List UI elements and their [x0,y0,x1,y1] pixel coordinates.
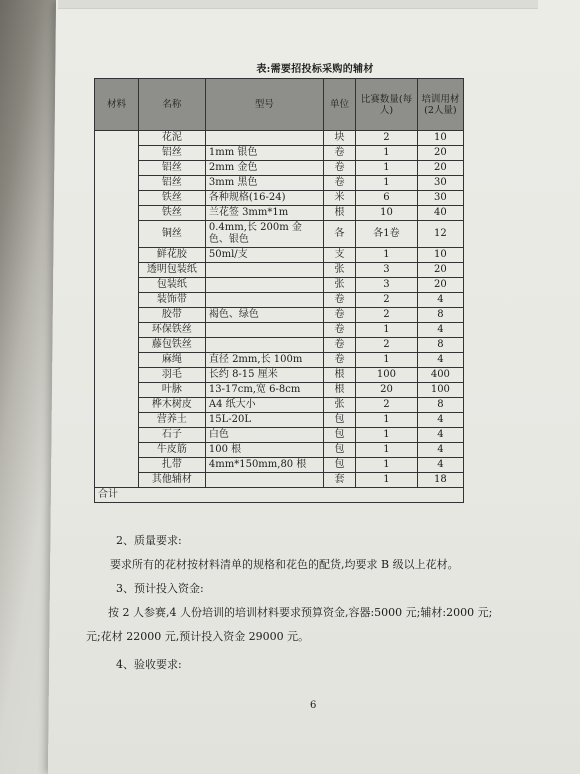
row-unit: 卷 [323,293,355,308]
table-body [95,131,464,503]
row-name: 铜丝 [138,221,205,248]
row-training-qty: 12 [417,221,463,248]
row-unit: 包 [323,443,355,458]
row-name: 其他辅材 [138,473,205,488]
row-spec [205,473,323,488]
table-row [95,131,464,146]
row-spec: 长约 8-15 厘米 [205,368,323,383]
row-unit: 套 [323,473,355,488]
header-name: 名称 [138,79,205,131]
row-unit: 包 [323,413,355,428]
section-3-text-line2: 元;花材 22000 元,预计投入资金 29000 元。 [86,630,310,643]
table-row [95,383,464,398]
row-spec [205,293,323,308]
page-number: 6 [310,700,317,711]
row-training-qty: 100 [417,383,463,398]
row-unit: 根 [323,368,355,383]
row-spec [205,338,323,353]
row-name: 花泥 [138,131,205,146]
row-unit: 张 [323,398,355,413]
row-unit: 卷 [323,146,355,161]
row-spec: 100 根 [205,443,323,458]
table-row [95,206,464,221]
row-competition-qty: 1 [356,146,418,161]
row-unit: 卷 [323,323,355,338]
table-row [95,428,464,443]
table-row [95,458,464,473]
row-name: 叶脉 [138,383,205,398]
table-header-row [95,79,464,131]
row-unit: 支 [323,248,355,263]
row-training-qty: 18 [417,473,463,488]
row-training-qty: 30 [417,191,463,206]
section-3-text-line1: 按 2 人参赛,4 人份培训的培训材料要求预算资金,容器:5000 元;辅材:2000 元; [108,606,493,619]
row-spec: 15L-20L [205,413,323,428]
row-training-qty: 20 [417,146,463,161]
row-unit: 块 [323,131,355,146]
table-row [95,293,464,308]
table-row [95,176,464,191]
row-name: 包装纸 [138,278,205,293]
table-row [95,221,464,248]
row-spec: A4 纸大小 [205,398,323,413]
row-name: 透明包装纸 [138,263,205,278]
row-name: 环保铁丝 [138,323,205,338]
row-name: 麻绳 [138,353,205,368]
row-training-qty: 10 [417,131,463,146]
row-spec: 兰花签 3mm*1m [205,206,323,221]
row-spec: 褐色、绿色 [205,308,323,323]
row-training-qty: 4 [417,458,463,473]
row-training-qty: 10 [417,248,463,263]
row-training-qty: 30 [417,176,463,191]
table-title: 表:需要招投标采购的辅材 [256,64,374,75]
row-spec: 0.4mm,长 200m 金色、银色 [205,221,323,248]
row-competition-qty: 3 [356,278,418,293]
row-training-qty: 4 [417,293,463,308]
row-competition-qty: 1 [356,428,418,443]
row-training-qty: 4 [417,443,463,458]
row-name: 牛皮筋 [138,443,205,458]
table-row [95,443,464,458]
row-competition-qty: 1 [356,413,418,428]
row-spec: 直径 2mm,长 100m [205,353,323,368]
header-training-qty: 培训用材(2人量) [417,79,463,131]
row-competition-qty: 10 [356,206,418,221]
row-name: 装饰带 [138,293,205,308]
row-spec [205,263,323,278]
row-competition-qty: 1 [356,161,418,176]
table-row [95,263,464,278]
row-training-qty: 20 [417,278,463,293]
row-unit: 卷 [323,176,355,191]
row-competition-qty: 1 [356,176,418,191]
row-spec: 白色 [205,428,323,443]
table-row [95,338,464,353]
row-training-qty: 8 [417,338,463,353]
row-spec: 2mm 金色 [205,161,323,176]
row-name: 藤包铁丝 [138,338,205,353]
row-training-qty: 20 [417,161,463,176]
table-row [95,278,464,293]
row-unit: 米 [323,191,355,206]
row-training-qty: 4 [417,323,463,338]
row-unit: 卷 [323,161,355,176]
row-unit: 包 [323,428,355,443]
table-row [95,353,464,368]
row-competition-qty: 3 [356,263,418,278]
row-name: 鲜花胶 [138,248,205,263]
row-training-qty: 20 [417,263,463,278]
row-unit: 张 [323,263,355,278]
header-spec: 型号 [205,79,323,131]
header-competition-qty: 比赛数量(每人) [356,79,418,131]
row-competition-qty: 1 [356,458,418,473]
row-unit: 卷 [323,353,355,368]
row-competition-qty: 6 [356,191,418,206]
row-training-qty: 400 [417,368,463,383]
row-name: 羽毛 [138,368,205,383]
materials-table [94,78,464,503]
table-total-row [95,488,464,503]
table-row [95,473,464,488]
row-name: 铁丝 [138,191,205,206]
row-unit: 张 [323,278,355,293]
row-competition-qty: 1 [356,473,418,488]
row-competition-qty: 2 [356,131,418,146]
row-spec: 13-17cm,宽 6-8cm [205,383,323,398]
row-competition-qty: 2 [356,293,418,308]
row-competition-qty: 1 [356,353,418,368]
section-2-text: 要求所有的花材按材料清单的规格和花色的配货,均要求 B 级以上花材。 [110,558,459,571]
table-row [95,398,464,413]
header-unit: 单位 [323,79,355,131]
table-row [95,413,464,428]
table-row [95,161,464,176]
row-competition-qty: 1 [356,248,418,263]
row-name: 桦木树皮 [138,398,205,413]
row-unit: 包 [323,458,355,473]
section-2-heading: 2、质量要求: [116,534,182,547]
table-row [95,146,464,161]
row-training-qty: 4 [417,428,463,443]
row-name: 胶带 [138,308,205,323]
table-row [95,368,464,383]
row-competition-qty: 2 [356,398,418,413]
row-name: 铝丝 [138,146,205,161]
row-unit: 卷 [323,338,355,353]
row-name: 营养土 [138,413,205,428]
row-category-cell [95,131,139,488]
row-name: 石子 [138,428,205,443]
header-category: 材料 [95,79,139,131]
row-name: 扎带 [138,458,205,473]
row-unit: 根 [323,383,355,398]
row-training-qty: 4 [417,413,463,428]
row-competition-qty: 1 [356,323,418,338]
row-competition-qty: 各1卷 [356,221,418,248]
row-name: 铝丝 [138,176,205,191]
row-competition-qty: 2 [356,308,418,323]
row-spec: 50ml/支 [205,248,323,263]
row-training-qty: 4 [417,353,463,368]
row-spec [205,278,323,293]
row-unit: 各 [323,221,355,248]
row-spec: 各种规格(16-24) [205,191,323,206]
row-unit: 根 [323,206,355,221]
row-name: 铝丝 [138,161,205,176]
table-row [95,191,464,206]
table-row [95,308,464,323]
row-spec: 3mm 黑色 [205,176,323,191]
section-4-heading: 4、验收要求: [116,658,182,671]
row-competition-qty: 20 [356,383,418,398]
row-spec: 1mm 银色 [205,146,323,161]
row-training-qty: 40 [417,206,463,221]
section-3-heading: 3、预计投入资金: [116,582,204,595]
row-training-qty: 8 [417,398,463,413]
paper-top-edge [58,0,538,9]
row-competition-qty: 100 [356,368,418,383]
total-label: 合计 [95,488,464,503]
row-spec: 4mm*150mm,80 根 [205,458,323,473]
row-training-qty: 8 [417,308,463,323]
table-row [95,248,464,263]
row-unit: 卷 [323,308,355,323]
table-row [95,323,464,338]
row-spec [205,323,323,338]
row-competition-qty: 1 [356,443,418,458]
row-name: 铁丝 [138,206,205,221]
row-competition-qty: 2 [356,338,418,353]
row-spec [205,131,323,146]
